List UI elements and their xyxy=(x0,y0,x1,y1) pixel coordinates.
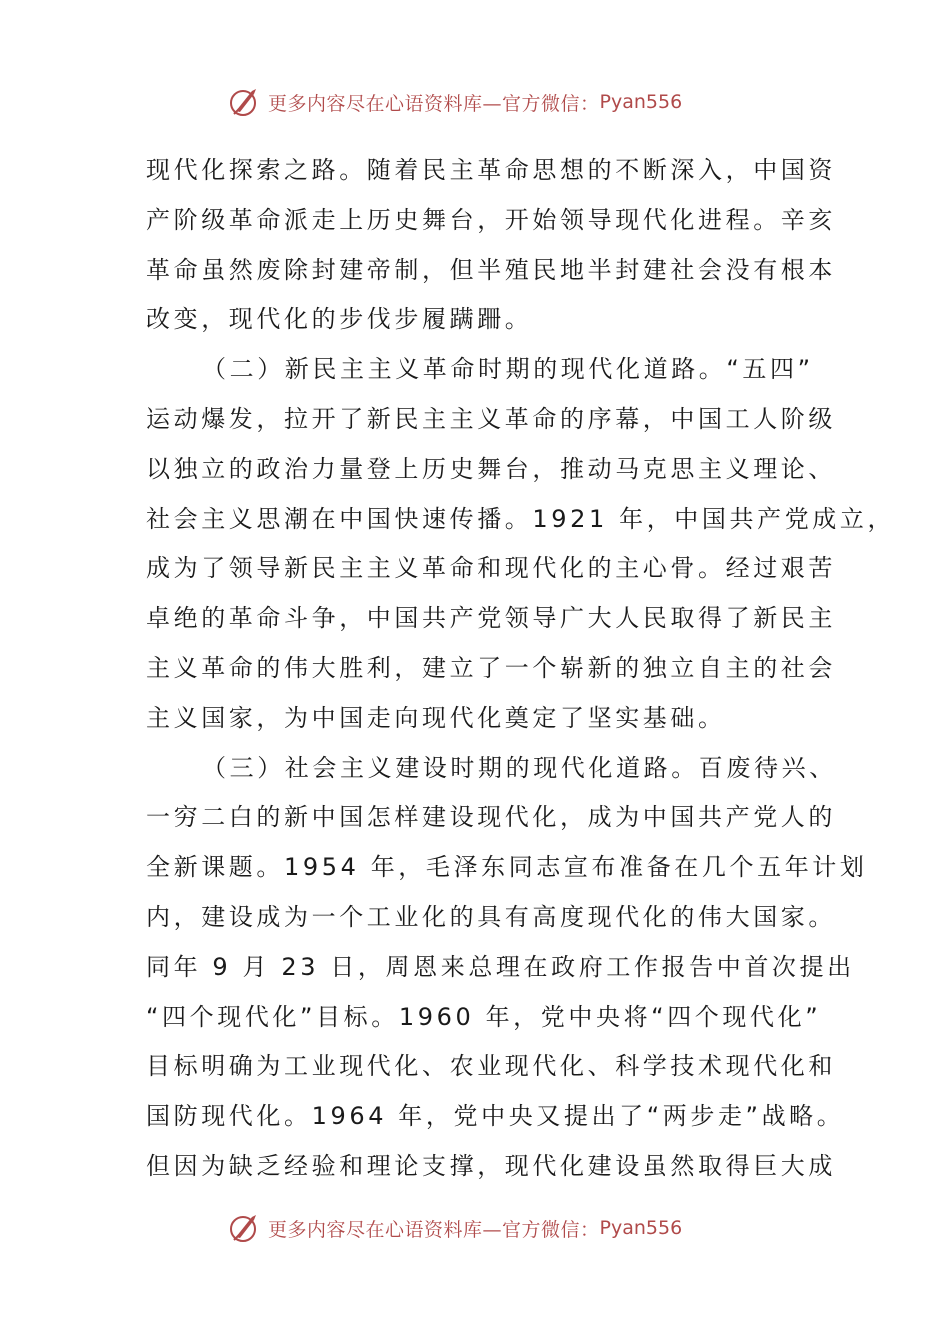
footer-banner xyxy=(228,1208,788,1248)
section-heading-line: （二）新民主主义革命时期的现代化道路。“五四” xyxy=(202,355,814,384)
body-line: 成为了领导新民主主义革命和现代化的主心骨。经过艰苦 xyxy=(146,554,836,583)
body-line: 卓绝的革命斗争，中国共产党领导广大人民取得了新民主 xyxy=(146,604,836,633)
body-line: 以独立的政治力量登上历史舞台，推动马克思主义理论、 xyxy=(146,454,836,483)
header-banner-text: 更多内容尽在心语资料库—官方微信： xyxy=(268,92,600,115)
header-banner xyxy=(228,82,788,122)
body-line: 全新课题。1954 年，毛泽东同志宣布准备在几个五年计划 xyxy=(146,853,868,882)
header-banner-wechat: Pyan556 xyxy=(599,91,683,113)
body-line: 同年 9 月 23 日，周恩来总理在政府工作报告中首次提出 xyxy=(146,952,855,981)
body-line: 主义革命的伟大胜利，建立了一个崭新的独立自主的社会 xyxy=(146,653,836,682)
body-line: 改变，现代化的步伐步履蹒跚。 xyxy=(146,305,533,334)
document-body xyxy=(146,146,896,1192)
body-line: 一穷二白的新中国怎样建设现代化，成为中国共产党人的 xyxy=(146,803,836,832)
body-line: 革命虽然废除封建帝制，但半殖民地半封建社会没有根本 xyxy=(146,255,836,284)
body-line: 社会主义思潮在中国快速传播。1921 年，中国共产党成立， xyxy=(146,504,896,533)
body-line: “四个现代化”目标。1960 年，党中央将“四个现代化” xyxy=(146,1002,822,1031)
body-line: 内，建设成为一个工业化的具有高度现代化的伟大国家。 xyxy=(146,902,836,931)
quill-pen-logo-icon xyxy=(228,85,262,119)
footer-banner-wechat: Pyan556 xyxy=(599,1217,683,1239)
body-line: 产阶级革命派走上历史舞台，开始领导现代化进程。辛亥 xyxy=(146,205,836,234)
section-heading-line: （三）社会主义建设时期的现代化道路。百废待兴、 xyxy=(202,753,837,782)
body-line: 现代化探索之路。随着民主革命思想的不断深入，中国资 xyxy=(146,156,836,184)
body-line: 主义国家，为中国走向现代化奠定了坚实基础。 xyxy=(146,703,726,732)
body-line: 运动爆发，拉开了新民主主义革命的序幕，中国工人阶级 xyxy=(146,404,836,433)
body-line: 但因为缺乏经验和理论支撑，现代化建设虽然取得巨大成 xyxy=(146,1151,836,1180)
quill-pen-logo-icon xyxy=(228,1211,262,1245)
body-line: 目标明确为工业现代化、农业现代化、科学技术现代化和 xyxy=(146,1052,836,1081)
footer-banner-text: 更多内容尽在心语资料库—官方微信： xyxy=(268,1218,600,1241)
body-line: 国防现代化。1964 年，党中央又提出了“两步走”战略。 xyxy=(146,1102,845,1131)
